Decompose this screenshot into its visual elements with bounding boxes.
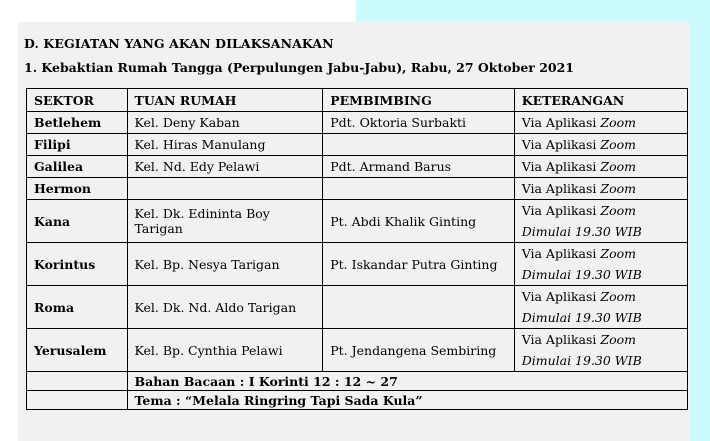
- ket-text: Via Aplikasi: [521, 181, 597, 196]
- cell-keterangan: [514, 112, 687, 134]
- ket-start-time: Dimulai 19.30 WIB: [521, 224, 642, 239]
- cell-tuan-rumah: Kel. Hiras Manulang: [127, 134, 323, 156]
- cell-tuan-rumah: Kel. Nd. Edy Pelawi: [127, 156, 323, 178]
- cell-tuan-rumah: [127, 178, 323, 200]
- cell-keterangan: [514, 286, 687, 329]
- table-row: [27, 243, 688, 286]
- cell-sektor: Filipi: [27, 134, 128, 156]
- header-tuan-rumah: TUAN RUMAH: [127, 89, 323, 112]
- cell-tuan-rumah: Kel. Dk. Nd. Aldo Tarigan: [127, 286, 323, 329]
- ket-start-time: Dimulai 19.30 WIB: [521, 267, 642, 282]
- ket-text: Via Aplikasi: [521, 115, 597, 130]
- ket-text: Via Aplikasi: [521, 289, 597, 304]
- ket-text: Via Aplikasi: [521, 137, 597, 152]
- ket-text: Via Aplikasi: [521, 332, 597, 347]
- header-keterangan: KETERANGAN: [514, 89, 687, 112]
- tema-row: [27, 391, 688, 410]
- cell-tuan-rumah: Kel. Deny Kaban: [127, 112, 323, 134]
- cell-sektor: Betlehem: [27, 112, 128, 134]
- table-row: [27, 178, 688, 200]
- ket-zoom: Zoom: [600, 289, 636, 304]
- cell-tuan-rumah: Kel. Dk. Edininta Boy Tarigan: [127, 200, 323, 243]
- ket-zoom: Zoom: [600, 115, 636, 130]
- subheading: 1. Kebaktian Rumah Tangga (Perpulungen Jabu-Jabu), Rabu, 27 Oktober 2021: [24, 60, 574, 75]
- tema: Tema : “Melala Ringring Tapi Sada Kula”: [127, 391, 687, 410]
- section-heading: D. KEGIATAN YANG AKAN DILAKSANAKAN: [24, 36, 334, 51]
- ket-text: Via Aplikasi: [521, 246, 597, 261]
- cell-sektor: Yerusalem: [27, 329, 128, 372]
- table-row: [27, 286, 688, 329]
- cell-keterangan: [514, 200, 687, 243]
- ket-zoom: Zoom: [600, 181, 636, 196]
- ket-text: Via Aplikasi: [521, 159, 597, 174]
- table-row: [27, 134, 688, 156]
- cell-pembimbing: Pdt. Oktoria Surbakti: [323, 112, 514, 134]
- document-page: [18, 22, 690, 441]
- ket-zoom: Zoom: [600, 203, 636, 218]
- cell-pembimbing: Pt. Iskandar Putra Ginting: [323, 243, 514, 286]
- bahan-bacaan-row: [27, 372, 688, 391]
- cell-sektor: Kana: [27, 200, 128, 243]
- cell-tuan-rumah: Kel. Bp. Cynthia Pelawi: [127, 329, 323, 372]
- cell-pembimbing: Pt. Jendangena Sembiring: [323, 329, 514, 372]
- ket-zoom: Zoom: [600, 137, 636, 152]
- header-sektor: SEKTOR: [27, 89, 128, 112]
- cell-pembimbing: [323, 134, 514, 156]
- cell-keterangan: [514, 134, 687, 156]
- cell-sektor: Korintus: [27, 243, 128, 286]
- cell-pembimbing: [323, 178, 514, 200]
- cell-keterangan: [514, 329, 687, 372]
- cell-sektor: Hermon: [27, 178, 128, 200]
- cell-sektor: Galilea: [27, 156, 128, 178]
- background-strip: [690, 0, 710, 441]
- cell-empty: [27, 372, 128, 391]
- ket-zoom: Zoom: [600, 246, 636, 261]
- cell-keterangan: [514, 156, 687, 178]
- cell-pembimbing: Pdt. Armand Barus: [323, 156, 514, 178]
- ket-start-time: Dimulai 19.30 WIB: [521, 310, 642, 325]
- ket-zoom: Zoom: [600, 332, 636, 347]
- header-pembimbing: PEMBIMBING: [323, 89, 514, 112]
- ket-text: Via Aplikasi: [521, 203, 597, 218]
- cell-pembimbing: [323, 286, 514, 329]
- cell-tuan-rumah: Kel. Bp. Nesya Tarigan: [127, 243, 323, 286]
- table-header-row: [27, 89, 688, 112]
- ket-zoom: Zoom: [600, 159, 636, 174]
- ket-start-time: Dimulai 19.30 WIB: [521, 353, 642, 368]
- schedule-table: [26, 88, 688, 410]
- cell-empty: [27, 391, 128, 410]
- cell-sektor: Roma: [27, 286, 128, 329]
- cell-keterangan: [514, 178, 687, 200]
- cell-keterangan: [514, 243, 687, 286]
- table-row: [27, 112, 688, 134]
- cell-pembimbing: Pt. Abdi Khalik Ginting: [323, 200, 514, 243]
- table-row: [27, 156, 688, 178]
- table-row: [27, 329, 688, 372]
- background-band: [356, 0, 710, 22]
- table-row: [27, 200, 688, 243]
- bahan-bacaan: Bahan Bacaan : I Korinti 12 : 12 ~ 27: [127, 372, 687, 391]
